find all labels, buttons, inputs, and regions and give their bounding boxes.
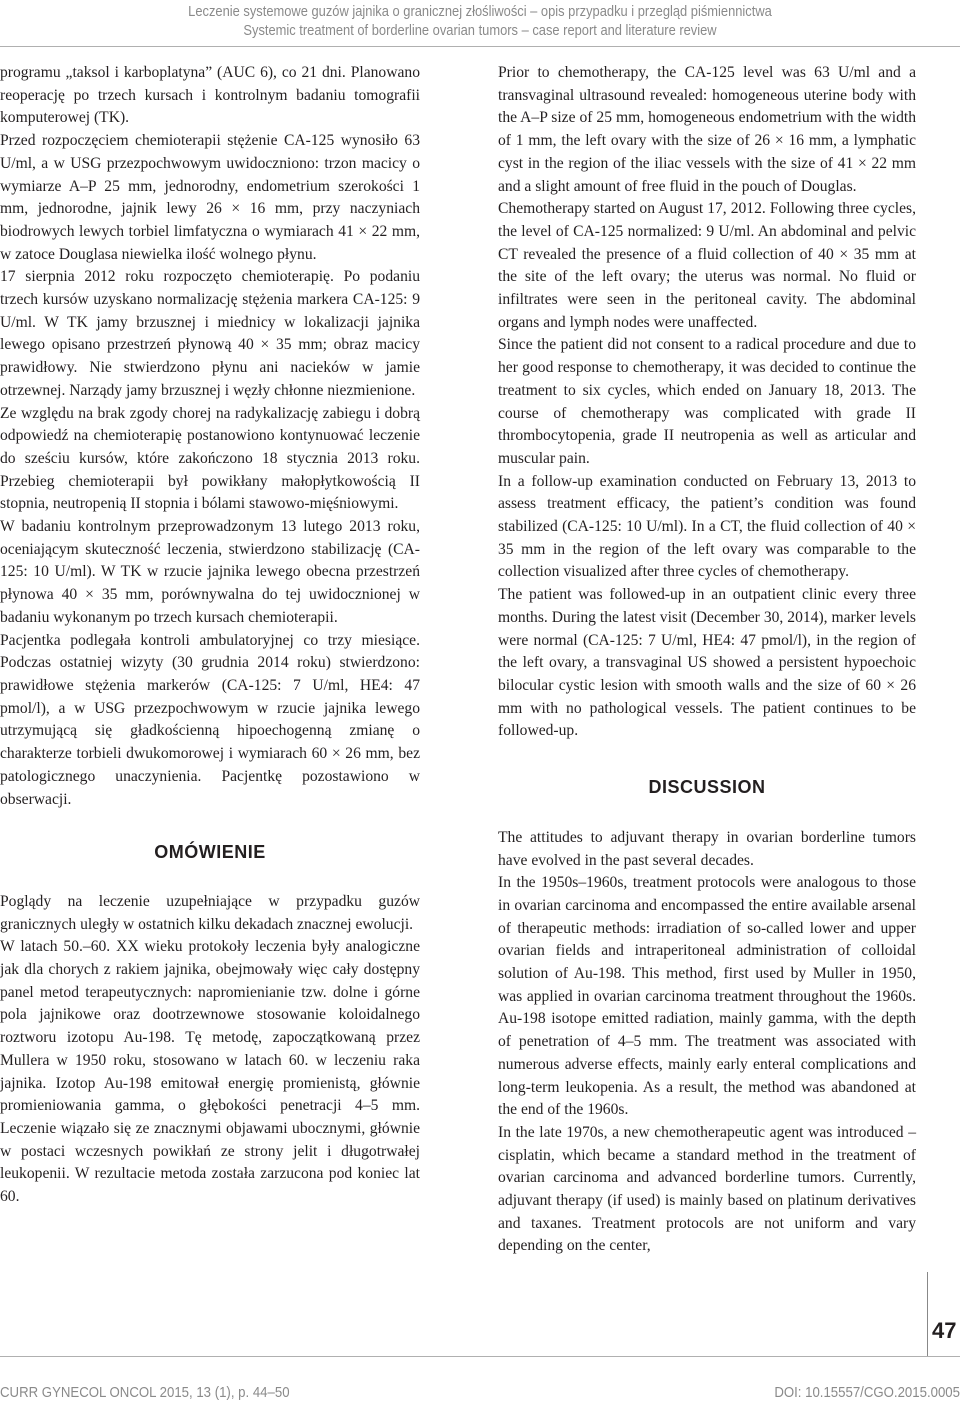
- paragraph: Ze względu na brak zgody chorej na radykalizację zabiegu i dobrą odpowiedź na chemioterapię postanowiono kontynuować leczenie do sześciu kursów, które zakończono 18 stycznia 2013 roku. Przebieg chemioterapii był powikłany małopłytkowością II stopnia, neutropenią II stopnia i bólami stawowo-mięśniowymi.: [0, 404, 420, 513]
- paragraph: In the 1950s–1960s, treatment protocols were analogous to those in ovarian carcinoma and encompassed the entire available arsenal of therapeutic methods: irradiation of so-called lower and upper ovarian fields and intraperitoneal administration of colloidal solution of Au-198. This method, first used by Muller in 1950, was applied in ovarian carcinoma treatment throughout the 1960s. Au-198 isotope emitted radiation, mainly gamma, with the depth of penetration of 4–5 mm. The treatment was associated with numerous adverse effects, mainly early enteral complications and long-term leukopenia. As a result, the method was abandoned at the end of the 1960s.: [498, 874, 916, 1119]
- running-head-polish: Leczenie systemowe guzów jajnika o granicznej złośliwości – opis przypadku i przegląd piśmiennictwa: [188, 3, 772, 20]
- paragraph: The attitudes to adjuvant therapy in ovarian borderline tumors have evolved in the past several decades.: [498, 828, 916, 869]
- paragraph: In the late 1970s, a new chemotherapeutic agent was introduced – cisplatin, which became a standard method in the treatment of ovarian carcinoma and advanced borderline tumors. Currently, adjuvant therapy (if used) is mainly based on platinum derivatives and taxanes. Treatment protocols are not uniform and vary depending on the center,: [498, 1123, 916, 1255]
- paragraph: Przed rozpoczęciem chemioterapii stężenie CA-125 wynosiło 63 U/ml, a w USG przezpochwowym uwidoczniono: trzon macicy o wymiarze A–P 25 mm, jednorodny, endometrium szerokości 1 mm, jednorodne, jajnik lewy 26 × 16 mm, przy naczyniach biodrowych lewych torbiel limfatyczna o wymiarach 41 × 22 mm, w zatoce Douglasa niewielka ilość wolnego płynu.: [0, 132, 420, 263]
- header-divider: [0, 46, 960, 47]
- paragraph: 17 sierpnia 2012 roku rozpoczęto chemioterapię. Po podaniu trzech kursów uzyskano normalizację stężenia markera CA-125: 9 U/ml. W TK jamy brzusznej i miednicy w lokalizacji jajnika lewego opisano przestrzeń płynową 40 × 35 mm; obraz macicy prawidłowy. Nie stwierdzono płynu ani nacieków w jamie otrzewnej. Narządy jamy brzusznej i węzły chłonne niezmienione.: [0, 268, 420, 399]
- paragraph: Prior to chemotherapy, the CA-125 level was 63 U/ml and a transvaginal ultrasound revealed: homogeneous uterine body with the A–P size of 25 mm, homogeneous endometrium with the width of 1 mm, the left ovary with the size of 26 × 16 mm, a lymphatic cyst in the region of the iliac vessels with the size of 41 × 22 mm and a slight amount of free fluid in the pouch of Douglas.: [498, 64, 916, 195]
- paragraph: The patient was followed-up in an outpatient clinic every three months. During the latest visit (December 30, 2014), marker levels were normal (CA-125: 7 U/ml, HE4: 47 pmol/l), in the region of the left ovary, a transvaginal US showed a persistent hypoechoic bilocular cystic lesion with smooth walls and the size of 60 × 26 mm with no pathological vessels. The patient continues to be followed-up.: [498, 586, 916, 740]
- footer-divider: [0, 1356, 960, 1357]
- paragraph: Pacjentka podlegała kontroli ambulatoryjnej co trzy miesiące. Podczas ostatniej wizyty (30 grudnia 2014 roku) stwierdzono: prawidłowe stężenia markerów (CA-125: 7 U/ml, HE4: 47 pmol/l), a w USG przezpochwowym w rzucie jajnika lewego utrzymującą się gładkościenną hipoechogenną zmianę o charakterze torbieli dwukomorowej i wymiarach 60 × 26 mm, bez patologicznego unaczynienia. Pacjentkę pozostawiono w obserwacji.: [0, 631, 420, 808]
- left-column: [0, 62, 420, 1209]
- paragraph: Chemotherapy started on August 17, 2012. Following three cycles, the level of CA-125 normalized: 9 U/ml. An abdominal and pelvic CT revealed the presence of a fluid collection of 40 × 35 mm at the site of the left ovary; the uterus was normal. No fluid or infiltrates were seen in the peritoneal cavity. The abdominal organs and lymph nodes were unaffected.: [498, 200, 916, 331]
- paragraph: Since the patient did not consent to a radical procedure and due to her good response to chemotherapy, it was decided to continue the treatment to six cycles, which ended on January 18, 2013. The course of chemotherapy was complicated with grade II thrombocytopenia, grade II neutropenia as well as articular and muscular pain.: [498, 336, 916, 467]
- paragraph: Poglądy na leczenie uzupełniające w przypadku guzów granicznych uległy w ostatnich kilku dekadach znacznej ewolucji.: [0, 892, 420, 933]
- paragraph: programu „taksol i karboplatyna” (AUC 6), co 21 dni. Planowano reoperację po trzech kursach i kontrolnym badaniu tomografii komputerowej (TK).: [0, 64, 420, 127]
- page-number: 47: [932, 1318, 957, 1343]
- paragraph: In a follow-up examination conducted on February 13, 2013 to assess treatment efficacy, the patient’s condition was found stabilized (CA-125: 10 U/ml). In a CT, the fluid collection of 40 × 35 mm in the region of the left ovary was comparable to the collection visualized after three cycles of chemotherapy.: [498, 472, 916, 581]
- right-column: [498, 62, 916, 1258]
- running-head: [67, 2, 893, 40]
- running-head-english: Systemic treatment of borderline ovarian tumors – case report and literature review: [243, 22, 717, 39]
- paragraph: W latach 50.–60. XX wieku protokoły leczenia były analogiczne jak dla chorych z rakiem jajnika, obejmowały więc cały dostępny panel metod terapeutycznych: napromienianie tzw. dolne i górne pola jajnikowe oraz dootrzewnowe stosowanie koloidalnego roztworu izotopu Au-198. Tę metodę, zapoczątkowaną przez Mullera w 1950 roku, stosowano w latach 60. w leczeniu raka jajnika. Izotop Au-198 emitował energię promienistą, głównie promieniowania gamma, o głębokości penetracji 4–5 mm. Leczenie wiązało się ze znacznymi objawami ubocznymi, głównie w postaci wczesnych powikłań ze strony jelit i długotrwałej leukopenii. W rezultacie metoda została zarzucona pod koniec lat 60.: [0, 938, 420, 1206]
- footer-citation: CURR GYNECOL ONCOL 2015, 13 (1), p. 44–50: [0, 1384, 290, 1401]
- footer-doi: DOI: 10.15557/CGO.2015.0005: [774, 1384, 960, 1401]
- page-number-divider: [927, 1272, 928, 1356]
- section-heading-omowienie: OMÓWIENIE: [154, 842, 266, 863]
- paragraph: W badaniu kontrolnym przeprowadzonym 13 lutego 2013 roku, oceniającym skuteczność leczenia, stwierdzono stabilizację (CA-125: 10 U/ml). W TK w rzucie jajnika lewego obecna przestrzeń płynowa 40 × 35 mm, porównywalna do tej uwidocznionej w badaniu wykonanym po trzech kursach chemioterapii.: [0, 518, 420, 626]
- section-heading-discussion: DISCUSSION: [648, 777, 766, 798]
